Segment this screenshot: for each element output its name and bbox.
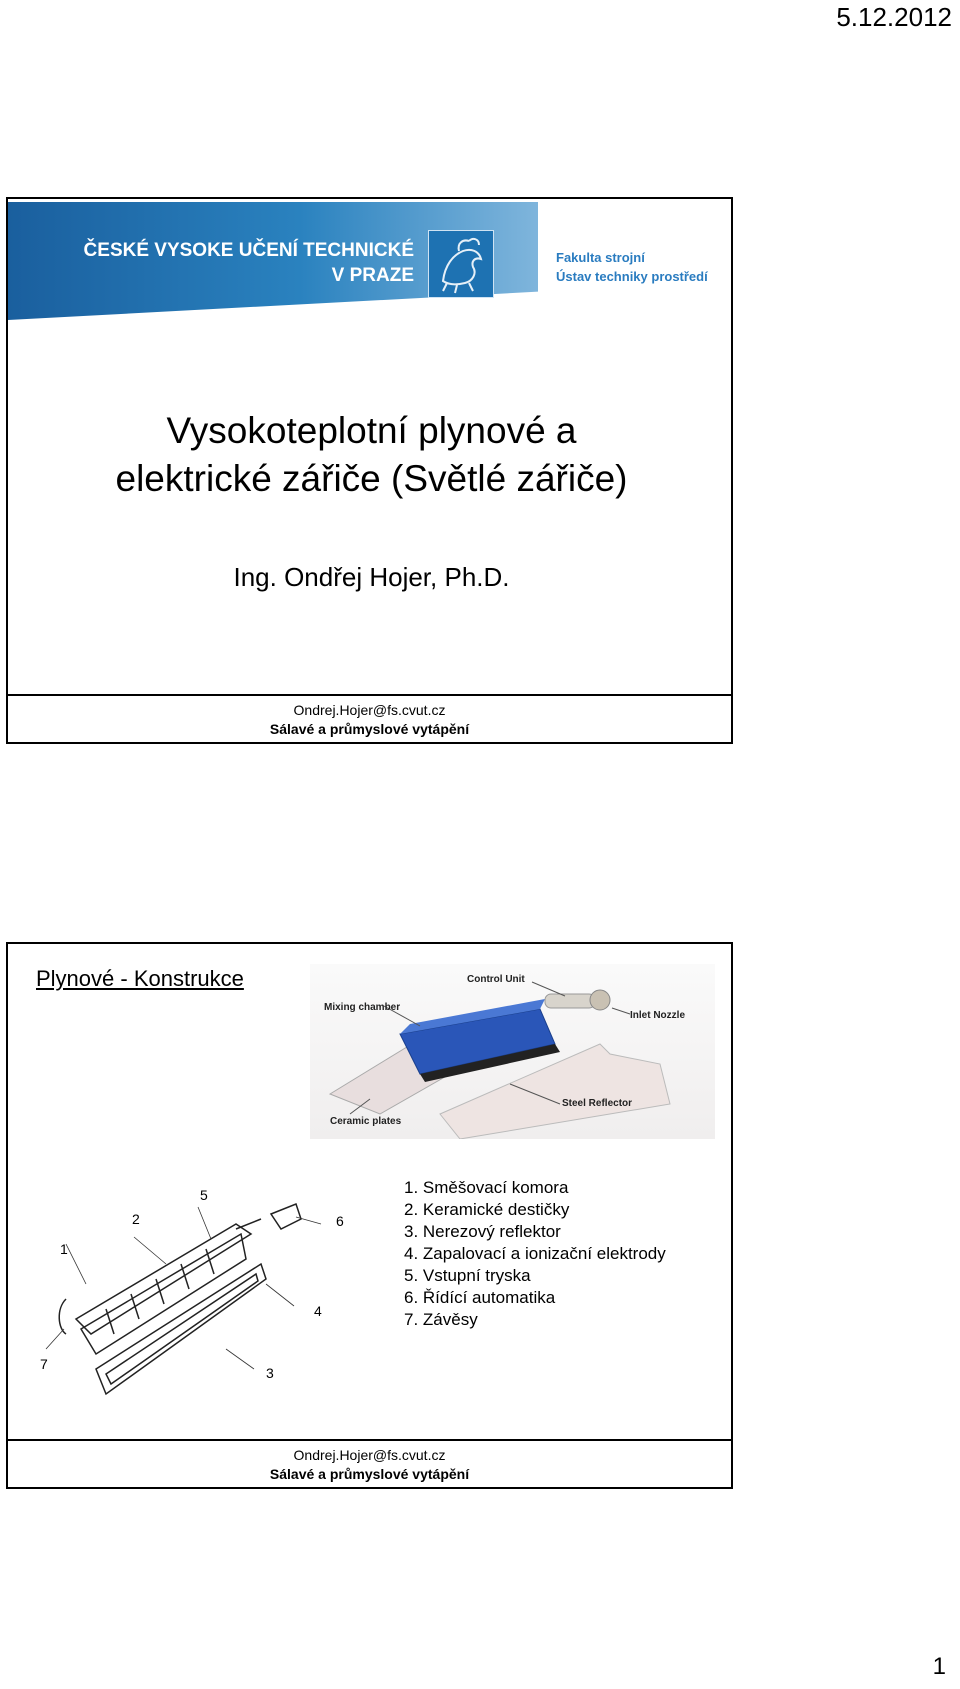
list-item: 4. Zapalovací a ionizační elektrody [404,1244,666,1263]
cvut-lion-logo-icon [428,230,494,298]
list-item: 6. Řídící automatika [404,1288,556,1307]
list-item: 3. Nerezový reflektor [404,1222,561,1241]
inlet-nozzle-label: Inlet Nozzle [630,1010,686,1021]
list-item: 2. Keramické destičky [404,1200,570,1219]
drawing-number-6: 6 [336,1213,344,1229]
faculty-name [556,248,708,286]
slide-title-line-1: Vysokoteplotní plynové a [166,410,577,451]
drawing-number-4: 4 [314,1303,322,1319]
heater-photo [310,964,715,1139]
steel-reflector-label: Steel Reflector [562,1098,633,1109]
university-banner [8,202,708,320]
footer-course: Sálavé a průmyslové vytápění [269,721,470,737]
author: Ing. Ondřej Hojer, Ph.D. [233,562,510,592]
control-unit-label: Control Unit [467,974,525,985]
heater-technical-drawing [36,1169,356,1414]
slide-title: Plynové - Konstrukce [36,966,244,991]
slide-title-line-2: elektrické zářiče (Světlé zářiče) [115,458,628,499]
footer-email: Ondrej.Hojer@fs.cvut.cz [293,1447,446,1463]
title-slide [6,197,733,744]
drawing-number-3: 3 [266,1365,274,1381]
page-date: 5.12.2012 [836,2,952,32]
footer-email: Ondrej.Hojer@fs.cvut.cz [293,702,446,718]
mixing-chamber-label: Mixing chamber [324,1002,401,1013]
drawing-number-1: 1 [60,1241,68,1257]
list-item: 1. Směšovací komora [404,1178,569,1197]
construction-slide [6,942,733,1489]
slide-footer [8,1439,731,1487]
slide-footer [8,694,731,742]
list-item: 7. Závěsy [404,1310,478,1329]
university-name [46,238,414,288]
ceramic-plates-label: Ceramic plates [330,1116,402,1127]
drawing-number-5: 5 [200,1187,208,1203]
page-number: 1 [932,1653,946,1680]
faculty-line-1: Fakulta strojní [556,250,645,265]
drawing-number-7: 7 [40,1356,48,1372]
faculty-line-2: Ústav techniky prostředí [556,269,708,284]
slide-title [8,407,733,503]
footer-course: Sálavé a průmyslové vytápění [269,1466,470,1482]
university-name-line-2: V PRAZE [331,265,414,286]
list-item: 5. Vstupní tryska [404,1266,531,1285]
drawing-number-2: 2 [132,1211,140,1227]
parts-list [404,1177,666,1331]
university-name-line-1: ČESKÉ VYSOKE UČENÍ TECHNICKÉ [83,240,414,261]
